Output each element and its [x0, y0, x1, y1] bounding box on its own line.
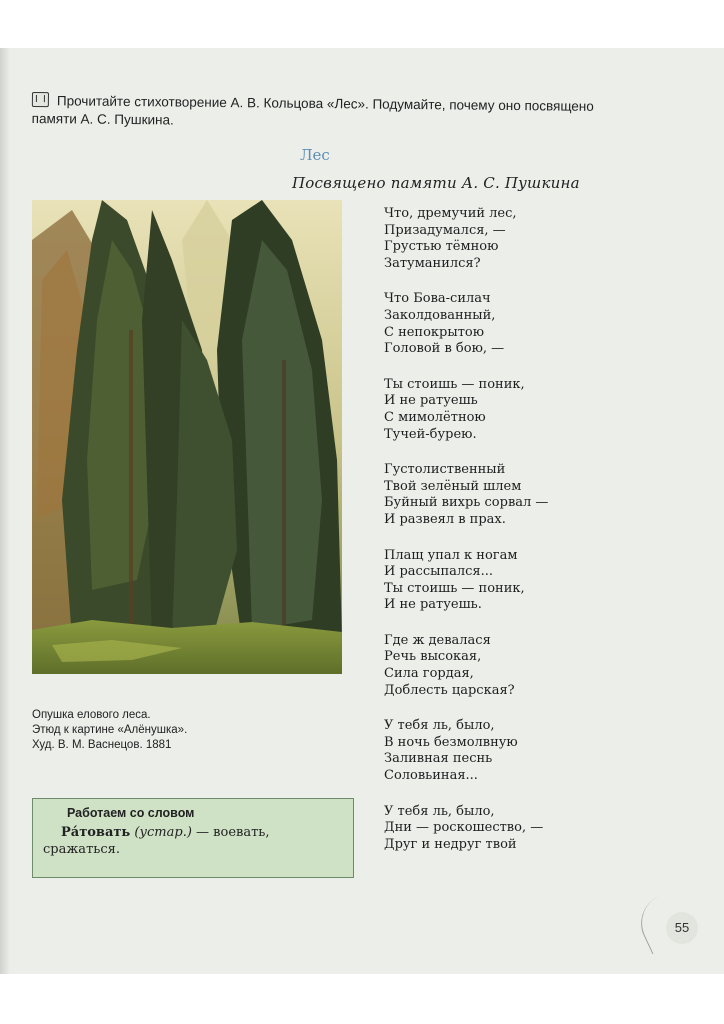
vocabulary-note: (устар.) [134, 825, 192, 840]
poem-line: Тучей-бурею. [384, 426, 477, 442]
textbook-page [0, 48, 724, 974]
poem-line: Где ж девалася [384, 632, 491, 648]
poem-line: С непокрытою [384, 324, 485, 340]
poem-title: Лес [300, 146, 330, 164]
poem-line: Заливная песнь [384, 751, 493, 767]
poem-line: В ночь безмолвную [384, 734, 518, 750]
poem-line: Доблесть царская? [384, 682, 515, 698]
poem-stanza [384, 633, 614, 699]
poem-line: И не ратуешь [384, 393, 478, 409]
task-instruction [32, 92, 612, 134]
poem-line: У тебя ль, было, [384, 718, 495, 734]
vocabulary-box [32, 798, 354, 878]
vocabulary-title: Работаем со словом [67, 806, 195, 820]
poem-line: Ты стоишь — поник, [384, 376, 525, 392]
poem-stanza [384, 462, 614, 528]
poem-line: Грустью тёмною [384, 239, 499, 255]
poem-line: И не ратуешь. [384, 597, 482, 613]
painting-caption [32, 708, 352, 753]
caption-line: Этюд к картине «Алёнушка». [32, 724, 188, 736]
poem-stanza [384, 206, 614, 272]
caption-line: Опушка елового леса. [32, 709, 151, 721]
reading-book-icon [32, 92, 49, 107]
task-text: Прочитайте стихотворение А. В. Кольцова «Лес». Подумайте, почему оно посвящено памяти А. С. Пушкина. [31, 93, 594, 128]
poem-line: Ты стоишь — поник, [384, 580, 525, 596]
poem-line: Буйный вихрь сорвал — [384, 495, 549, 511]
page-number: 55 [666, 912, 698, 944]
poem-line: Что, дремучий лес, [384, 206, 517, 221]
vocabulary-word: Ра́товать [61, 825, 131, 840]
poem-stanza [384, 804, 614, 854]
poem-line: Друг и недруг твой [384, 836, 517, 852]
poem-line: Головой в бою, — [384, 341, 505, 357]
vocabulary-entry [43, 824, 343, 858]
forest-painting [32, 200, 342, 674]
poem-line: И рассыпался... [384, 564, 494, 580]
poem-line: Призадумался, — [384, 222, 506, 238]
poem-stanza [384, 377, 614, 443]
poem-line: Что Бова-силач [384, 291, 491, 307]
caption-line: Худ. В. М. Васнецов. 1881 [32, 739, 172, 751]
vocabulary-definition: — воевать, сражаться. [43, 825, 270, 857]
poem-line: Плащ упал к ногам [384, 547, 518, 563]
poem-line: Затуманился? [384, 255, 481, 271]
poem-stanza [384, 718, 614, 784]
poem-dedication: Посвящено памяти А. С. Пушкина [292, 174, 580, 192]
poem-body [384, 206, 614, 872]
poem-line: Сила гордая, [384, 666, 474, 682]
poem-line: И развеял в прах. [384, 511, 506, 527]
poem-line: Густолиственный [384, 462, 506, 478]
page-edge-shadow [0, 48, 10, 974]
poem-line: Заколдованный, [384, 307, 496, 323]
forest-painting-illustration [32, 200, 342, 674]
poem-line: Твой зелёный шлем [384, 478, 522, 494]
poem-line: Соловьиная... [384, 768, 478, 784]
poem-line: У тебя ль, было, [384, 803, 495, 819]
poem-stanza [384, 548, 614, 614]
poem-line: Дни — роскошество, — [384, 820, 544, 836]
page-number-area [640, 898, 710, 958]
poem-line: С мимолётною [384, 409, 486, 425]
poem-stanza [384, 291, 614, 357]
poem-line: Речь высокая, [384, 649, 482, 665]
